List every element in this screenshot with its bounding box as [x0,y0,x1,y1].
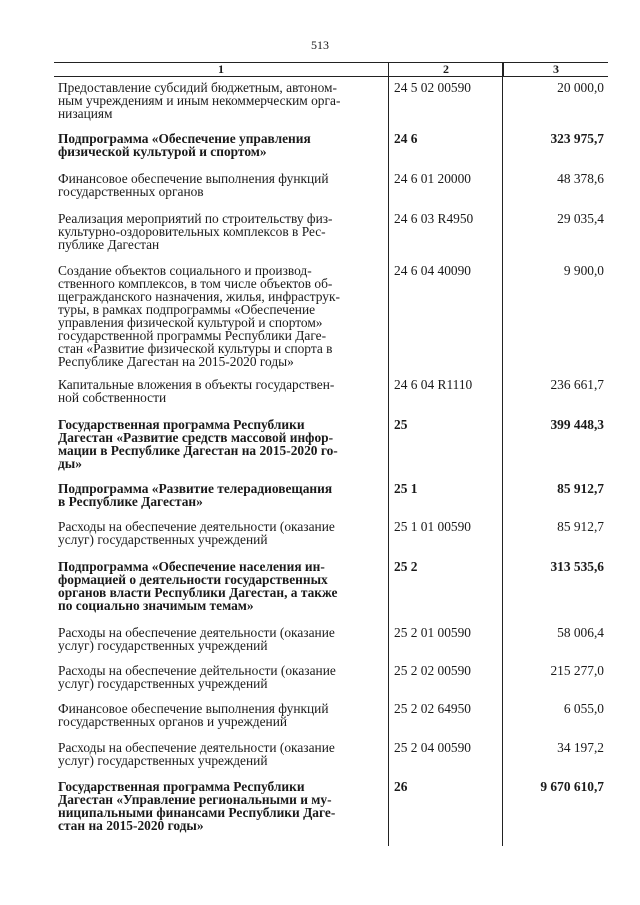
row-code: 24 6 04 R1110 [394,377,473,392]
row-amount: 313 535,6 [550,559,604,574]
row-name: Подпрограмма «Обеспечение управления физической культурой и спортом» [58,131,311,159]
row-code: 24 6 04 40090 [394,263,471,278]
column-header-3: 3 [553,62,559,76]
row-amount: 58 006,4 [557,625,604,640]
row-name: Подпрограмма «Развитие телерадиовещания в Республике Дагестан» [58,481,333,509]
row-name: Государственная программа Республики Дагестан «Развитие средств массовой инфор- мации в Республике Дагестан на 2015-2020 го- ды» [58,417,338,471]
row-amount: 6 055,0 [563,701,604,716]
row-amount: 85 912,7 [557,481,604,496]
row-amount: 9 670 610,7 [540,779,604,794]
row-name: Расходы на обеспечение деятельности (оказание услуг) государственных учреждений [58,625,335,653]
row-code: 24 5 02 00590 [394,80,471,95]
row-amount: 48 378,6 [557,171,604,186]
column-divider [388,62,389,846]
budget-table [54,62,608,833]
row-name: Расходы на обеспечение дейтельности (оказание услуг) государственных учреждений [58,663,336,691]
row-code: 25 [394,417,408,432]
row-name: Подпрограмма «Обеспечение населения ин- формацией о деятельности государственных органов власти Республики Дагестан, а также по социально значимым темам» [58,559,338,613]
row-code: 24 6 03 R4950 [394,211,474,226]
row-name: Капитальные вложения в объекты государствен- ной собственности [58,377,335,405]
row-name: Финансовое обеспечение выполнения функций государственных органов [58,171,329,199]
row-code: 25 1 [394,481,418,496]
row-name: Финансовое обеспечение выполнения функций государственных органов и учреждений [58,701,329,729]
row-amount: 20 000,0 [557,80,604,95]
row-name: Создание объектов социального и производ- ственного комплексов, в том числе объектов об- щегражданского назначения, жилья, инфраструк- туры, в рамках подпрограммы «Обеспечение управления физической культурой и спортом» государственной программы Республики Даге- стан «Развитие физической культуры и спорта в Республике Дагестан на 2015-2020 годы» [58,263,340,369]
row-code: 25 2 02 00590 [394,663,471,678]
row-code: 24 6 [394,131,418,146]
row-code: 25 2 [394,559,418,574]
row-code: 25 1 01 00590 [394,519,471,534]
row-name: Расходы на обеспечение деятельности (оказание услуг) государственных учреждений [58,740,335,768]
row-name: Государственная программа Республики Дагестан «Управление региональными и му- ниципальными финансами Республики Даге- стан на 2015-2020 годы» [58,779,336,833]
row-amount: 34 197,2 [557,740,604,755]
row-code: 25 2 01 00590 [394,625,471,640]
row-code: 26 [394,779,408,794]
column-divider [502,62,503,846]
row-code: 25 2 02 64950 [394,701,471,716]
row-amount: 399 448,3 [550,417,604,432]
page-number: 513 [311,38,329,52]
row-code: 25 2 04 00590 [394,740,471,755]
row-amount: 29 035,4 [557,211,604,226]
row-amount: 323 975,7 [550,131,604,146]
row-name: Реализация мероприятий по строительству физ- культурно-оздоровительных комплексов в Рес- публике Дагестан [58,211,333,252]
row-amount: 85 912,7 [557,519,604,534]
row-name: Расходы на обеспечение деятельности (оказание услуг) государственных учреждений [58,519,335,547]
row-amount: 236 661,7 [550,377,604,392]
row-amount: 9 900,0 [563,263,604,278]
table-header [54,62,608,77]
row-amount: 215 277,0 [550,663,604,678]
row-name: Предоставление субсидий бюджетным, автоном- ным учреждениям и иным некоммерческим орга- низациям [58,80,341,121]
row-code: 24 6 01 20000 [394,171,471,186]
column-header-1: 1 [218,62,224,76]
column-header-2: 2 [388,63,504,76]
